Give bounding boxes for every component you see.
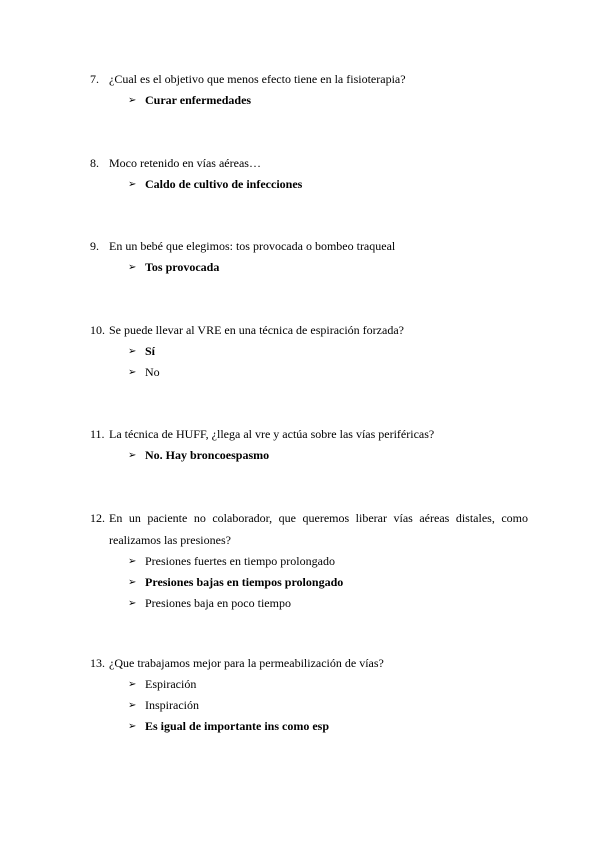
question-number: 13. — [90, 656, 105, 670]
question-12 — [90, 507, 528, 614]
arrow-bullet-icon: ➢ — [128, 262, 137, 273]
question-text: En un bebé que elegimos: tos provocada o bombeo traqueal — [109, 239, 396, 253]
question-number: 12. — [90, 511, 105, 525]
arrow-bullet-icon: ➢ — [128, 179, 137, 190]
answer-option — [90, 572, 528, 593]
question-text: ¿Cual es el objetivo que menos efecto tiene en la fisioterapia? — [109, 72, 406, 86]
answer-option — [90, 551, 528, 572]
answer-option — [90, 90, 528, 111]
answer-option — [90, 445, 528, 466]
arrow-bullet-icon: ➢ — [128, 95, 137, 106]
answer-option — [90, 362, 528, 383]
arrow-bullet-icon: ➢ — [128, 577, 137, 588]
arrow-bullet-icon: ➢ — [128, 700, 137, 711]
question-10 — [90, 319, 528, 383]
question-number: 10. — [90, 323, 105, 337]
question-text: ¿Que trabajamos mejor para la permeabilización de vías? — [109, 656, 384, 670]
answer-option — [90, 341, 528, 362]
answer-option — [90, 674, 528, 695]
answer-text: Tos provocada — [145, 260, 220, 274]
answer-text: No — [145, 365, 160, 379]
answer-text: Presiones baja en poco tiempo — [145, 596, 291, 610]
answer-text: Presiones fuertes en tiempo prolongado — [145, 554, 335, 568]
question-number: 9. — [90, 239, 99, 253]
question-text: La técnica de HUFF, ¿llega al vre y actúa sobre las vías periféricas? — [109, 427, 435, 441]
answer-text: Presiones bajas en tiempos prolongado — [145, 575, 344, 589]
answer-text: Caldo de cultivo de infecciones — [145, 177, 303, 191]
arrow-bullet-icon: ➢ — [128, 598, 137, 609]
question-8 — [90, 152, 528, 195]
question-text: En un paciente no colaborador, que queremos liberar vías aéreas distales, como realizamos las presiones? — [109, 511, 528, 547]
answer-option — [90, 593, 528, 614]
question-number: 11. — [90, 427, 105, 441]
answer-text: Curar enfermedades — [145, 93, 252, 107]
question-7 — [90, 68, 528, 111]
question-number: 7. — [90, 72, 99, 86]
question-number: 8. — [90, 156, 99, 170]
question-13 — [90, 652, 528, 737]
answer-option — [90, 257, 528, 278]
answer-option — [90, 174, 528, 195]
arrow-bullet-icon: ➢ — [128, 367, 137, 378]
arrow-bullet-icon: ➢ — [128, 721, 137, 732]
question-9 — [90, 235, 528, 278]
question-text: Se puede llevar al VRE en una técnica de espiración forzada? — [109, 323, 404, 337]
answer-option — [90, 716, 528, 737]
answer-text: No. Hay broncoespasmo — [145, 448, 270, 462]
answer-text: Inspiración — [145, 698, 199, 712]
question-text: Moco retenido en vías aéreas… — [109, 156, 261, 170]
arrow-bullet-icon: ➢ — [128, 679, 137, 690]
answer-text: Sí — [145, 344, 156, 358]
answer-text: Espiración — [145, 677, 197, 691]
arrow-bullet-icon: ➢ — [128, 556, 137, 567]
question-11 — [90, 423, 528, 466]
answer-text: Es igual de importante ins como esp — [145, 719, 330, 733]
answer-option — [90, 695, 528, 716]
arrow-bullet-icon: ➢ — [128, 450, 137, 461]
arrow-bullet-icon: ➢ — [128, 346, 137, 357]
